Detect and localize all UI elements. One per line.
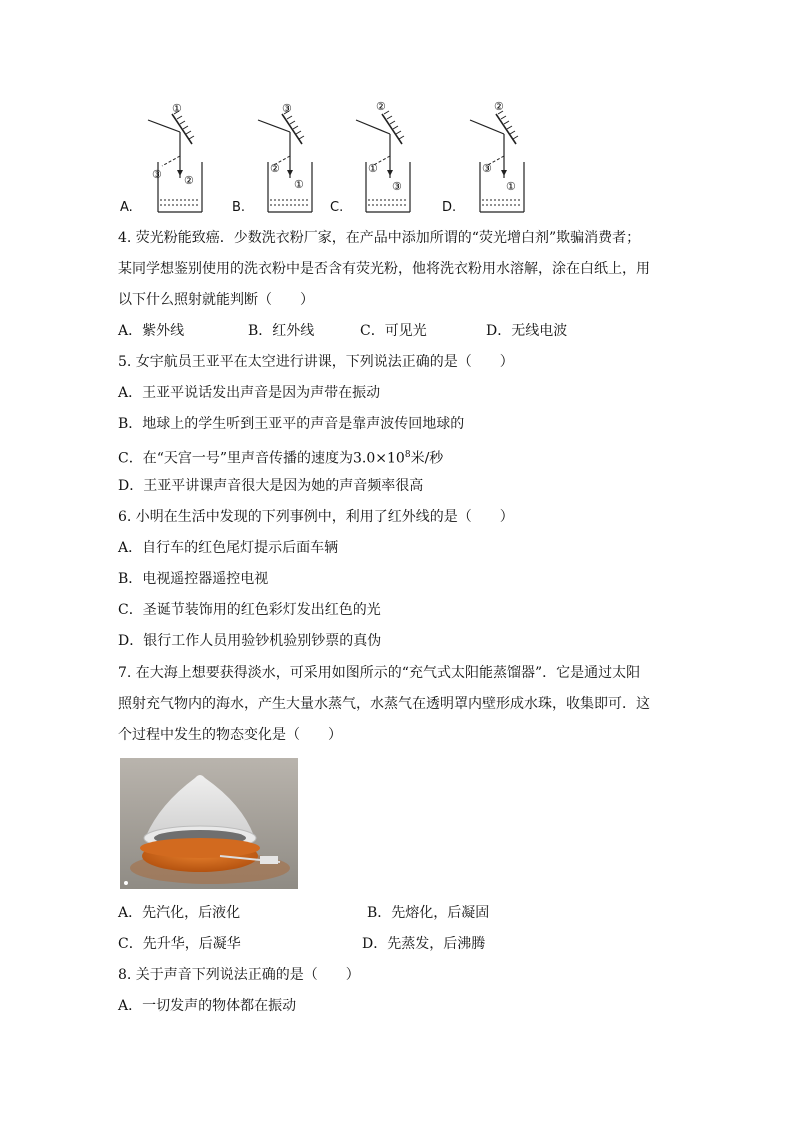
q5-option-d: D．王亚平讲课声音很大是因为她的声音频率很高 xyxy=(118,478,424,494)
q5-stem: 5. 女宇航员王亚平在太空进行讲课，下列说法正确的是（ ） xyxy=(118,354,514,370)
diagram-d xyxy=(462,100,542,218)
q7-line-1: 7. 在大海上想要获得淡水，可采用如图所示的“充气式太阳能蒸馏器”．它是通过太阳 xyxy=(118,665,641,681)
q7-option-c: C．先升华，后凝华 xyxy=(118,936,241,952)
q6-option-d: D．银行工作人员用验钞机验别钞票的真伪 xyxy=(118,633,382,649)
q6-option-a: A．自行车的红色尾灯提示后面车辆 xyxy=(118,540,339,556)
diagram-a xyxy=(140,100,220,218)
label-top: ① xyxy=(172,102,182,115)
q4-option-b: B．红外线 xyxy=(248,323,315,339)
label-right: ③ xyxy=(392,180,402,193)
label-top: ③ xyxy=(282,102,292,115)
label-right: ① xyxy=(506,180,516,193)
q6-option-c: C．圣诞节装饰用的红色彩灯发出红色的光 xyxy=(118,602,381,618)
solar-still-photo xyxy=(120,758,298,889)
figure-label-a: A. xyxy=(120,200,133,215)
figure-label-d: D. xyxy=(442,200,457,215)
q7-option-a: A．先汽化，后液化 xyxy=(118,905,241,921)
q7-line-2: 照射充气物内的海水，产生大量水蒸气，水蒸气在透明罩内壁形成水珠，收集即可．这 xyxy=(118,696,650,712)
label-right: ② xyxy=(184,174,194,187)
q8-stem: 8. 关于声音下列说法正确的是（ ） xyxy=(118,967,360,983)
q4-line-3: 以下什么照射就能判断（ ） xyxy=(118,292,314,308)
q4-option-c: C．可见光 xyxy=(360,323,427,339)
q5-option-c-exponent: 8 xyxy=(404,450,411,460)
q8-option-a: A．一切发声的物体都在振动 xyxy=(118,998,297,1014)
q5-option-c-unit: 米/秒 xyxy=(410,450,444,467)
figure-label-b: B. xyxy=(232,200,246,215)
q5-option-c xyxy=(118,445,443,469)
q5-option-b: B．地球上的学生听到王亚平的声音是靠声波传回地球的 xyxy=(118,416,465,432)
figure-label-c: C. xyxy=(330,200,344,215)
label-top: ② xyxy=(376,100,386,113)
q4-line-1: 4. 荧光粉能致癌．少数洗衣粉厂家，在产品中添加所谓的“荧光增白剂”欺骗消费者； xyxy=(118,230,641,246)
q4-option-a: A．紫外线 xyxy=(118,323,185,339)
q5-option-c-text: C．在“天宫一号”里声音传播的速度为3.0×10 xyxy=(118,450,405,467)
diagram-b xyxy=(250,100,330,218)
q6-stem: 6. 小明在生活中发现的下列事例中，利用了红外线的是（ ） xyxy=(118,509,514,525)
label-right: ① xyxy=(294,178,304,191)
q6-option-b: B．电视遥控器遥控电视 xyxy=(118,571,269,587)
q7-option-b: B．先熔化，后凝固 xyxy=(367,905,490,921)
q7-line-3: 个过程中发生的物态变化是（ ） xyxy=(118,727,342,743)
label-left: ③ xyxy=(152,168,162,181)
label-left: ② xyxy=(270,162,280,175)
label-left: ③ xyxy=(482,162,492,175)
q4-option-d: D．无线电波 xyxy=(486,323,568,339)
q5-option-a: A．王亚平说话发出声音是因为声带在振动 xyxy=(118,385,381,401)
q4-line-2: 某同学想鉴别使用的洗衣粉中是否含有荧光粉，他将洗衣粉用水溶解，涂在白纸上，用 xyxy=(118,261,650,277)
label-left: ① xyxy=(368,162,378,175)
label-top: ② xyxy=(494,100,504,113)
diagram-c xyxy=(348,100,428,218)
q7-option-d: D．先蒸发，后沸腾 xyxy=(362,936,486,952)
